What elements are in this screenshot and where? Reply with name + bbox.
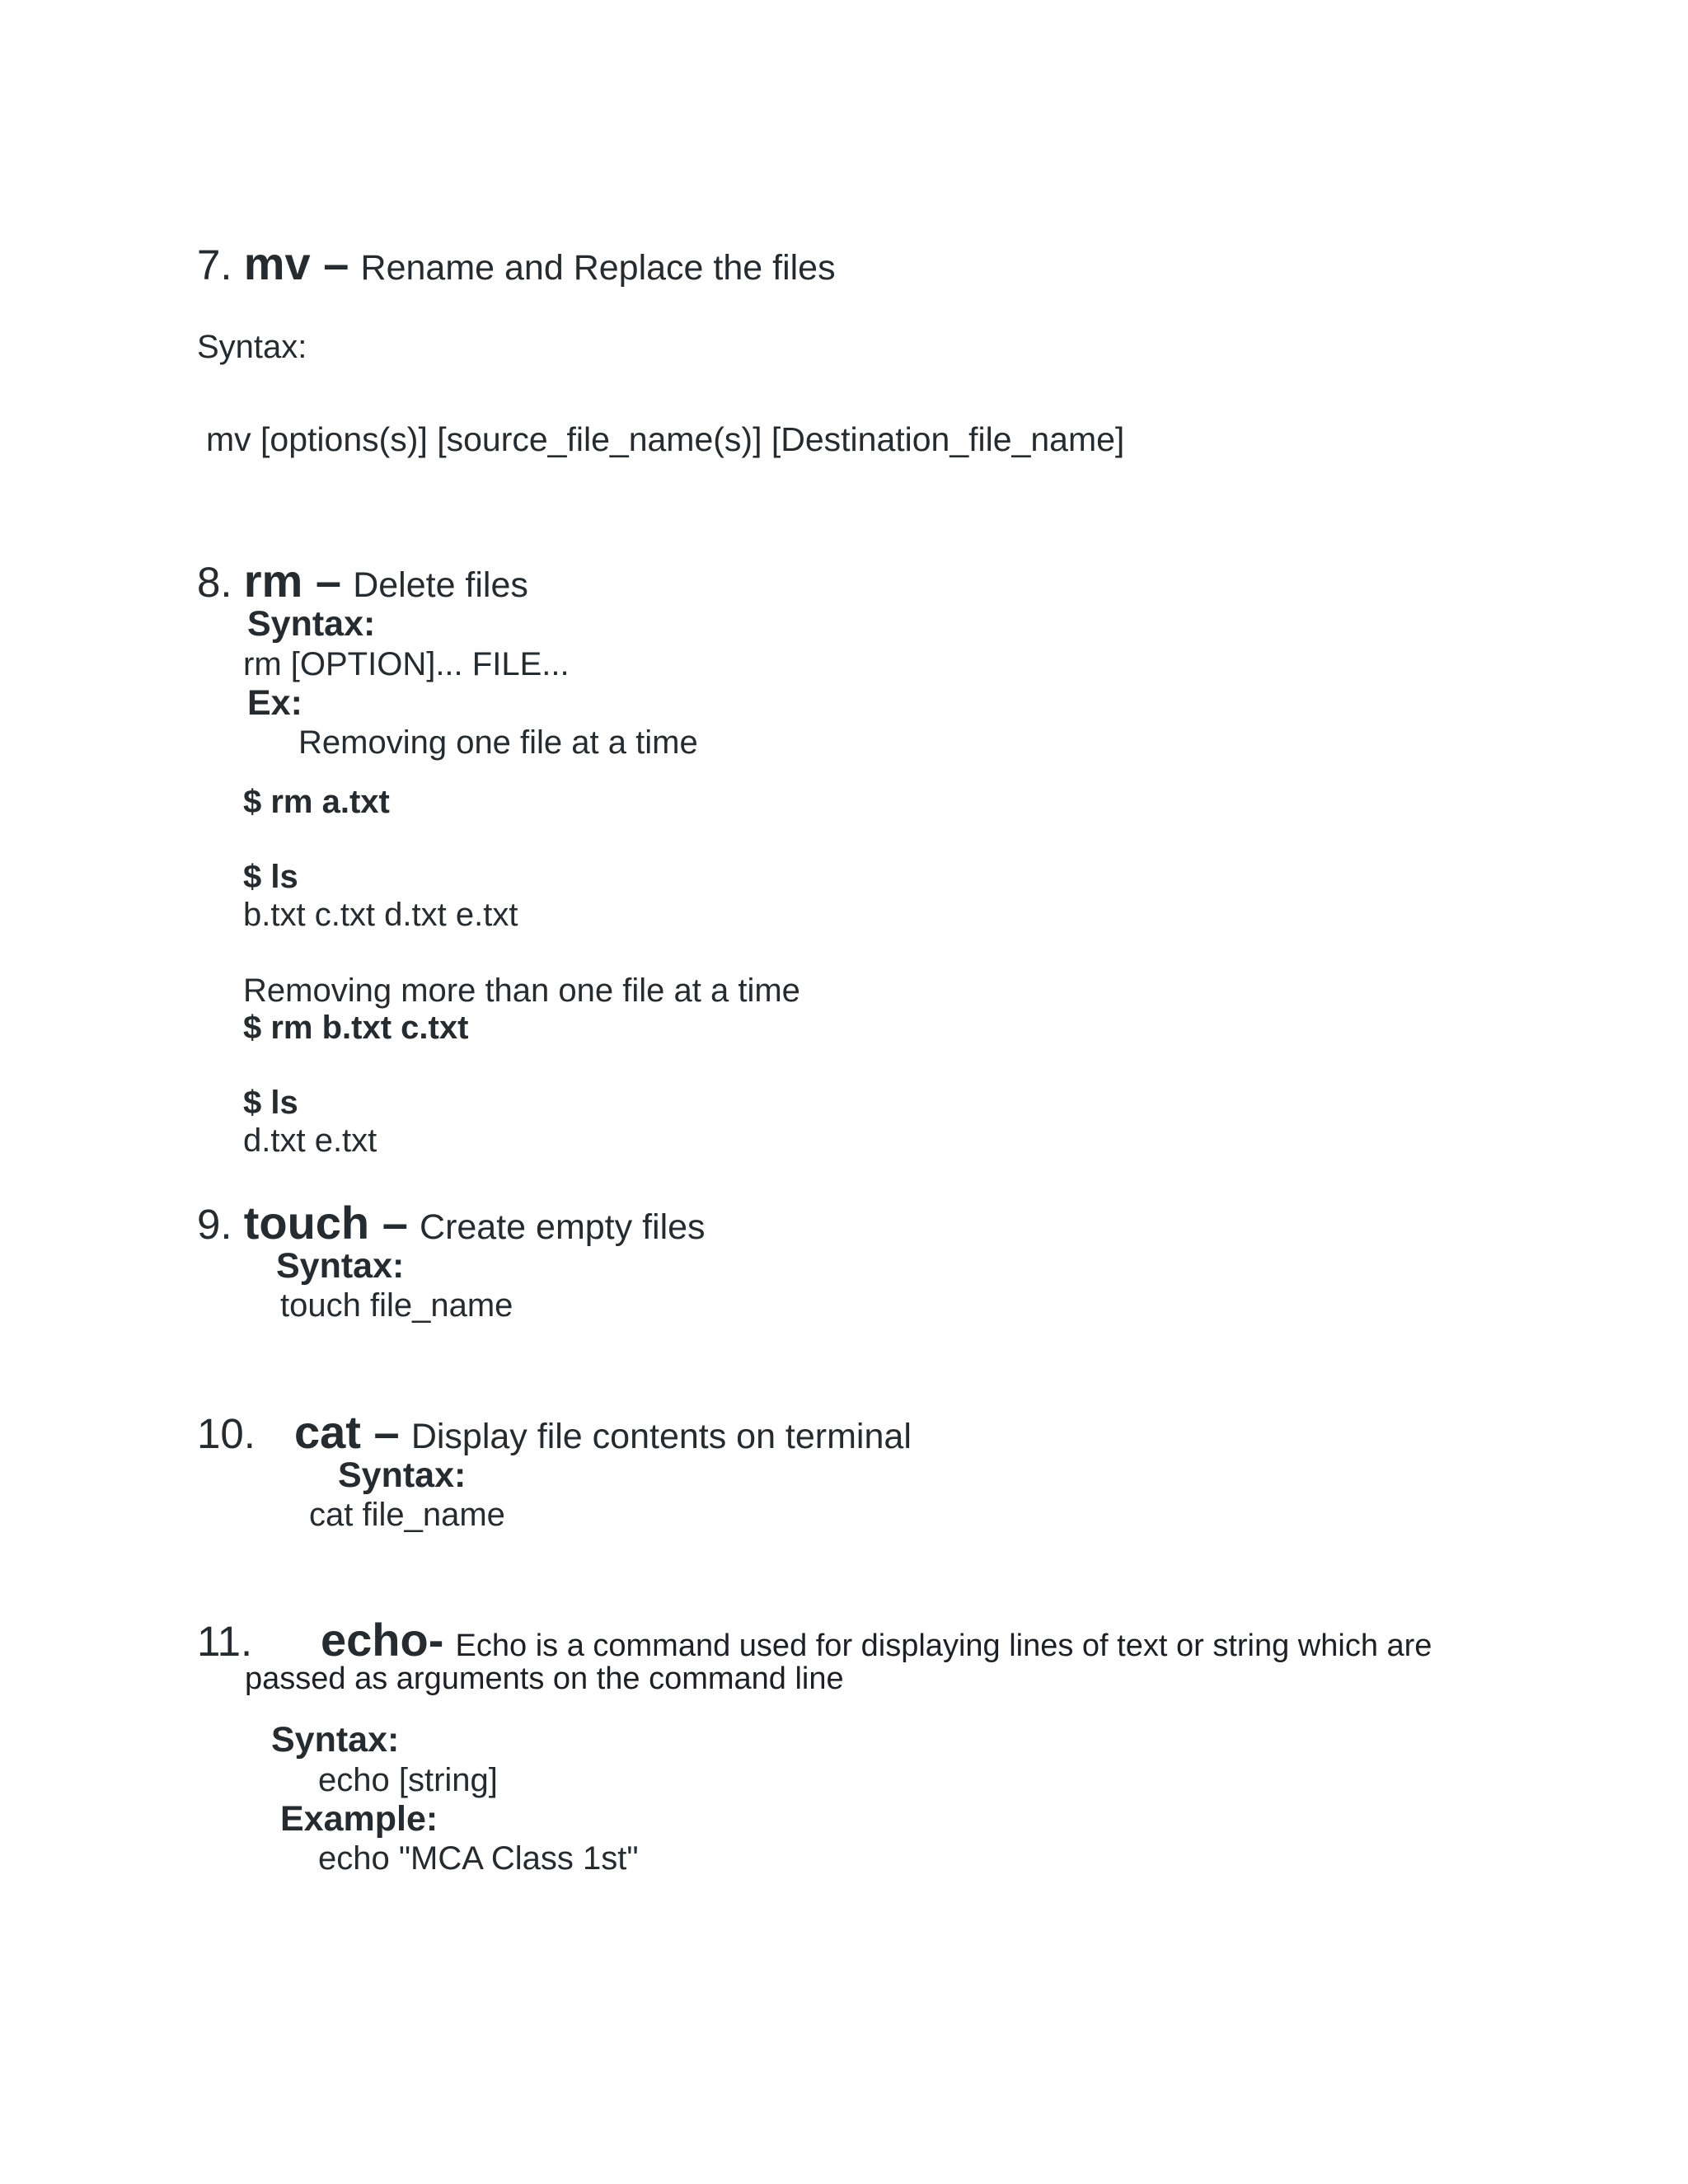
rm-example-label: Ex: <box>247 683 302 723</box>
mv-description: Rename and Replace the files <box>360 248 836 288</box>
rm-example2-cmd: $ rm b.txt c.txt <box>243 1010 469 1046</box>
rm-example1-ls: $ ls <box>243 859 298 895</box>
mv-heading <box>197 237 836 290</box>
cat-description: Display file contents on terminal <box>410 1417 912 1456</box>
touch-command: touch – <box>243 1197 408 1249</box>
rm-heading <box>197 555 528 607</box>
rm-example1-output: b.txt c.txt d.txt e.txt <box>243 897 518 933</box>
touch-number: 9. <box>197 1201 232 1248</box>
rm-description: Delete files <box>353 565 528 605</box>
touch-syntax-label: Syntax: <box>276 1246 405 1286</box>
rm-example2-output: d.txt e.txt <box>243 1122 377 1159</box>
echo-syntax: echo [string] <box>318 1762 498 1798</box>
rm-command: rm – <box>243 555 342 607</box>
mv-syntax: mv [options(s)] [source_file_name(s)] [Destination_file_name] <box>206 420 1125 458</box>
echo-number: 11. <box>197 1618 253 1665</box>
rm-syntax-label: Syntax: <box>247 604 376 644</box>
echo-example-label: Example: <box>280 1799 438 1839</box>
rm-example1-text: Removing one file at a time <box>298 724 698 761</box>
mv-number: 7. <box>197 241 232 288</box>
mv-syntax-label: Syntax: <box>197 329 307 365</box>
touch-description: Create empty files <box>420 1207 706 1247</box>
echo-example: echo "MCA Class 1st" <box>318 1840 639 1877</box>
echo-syntax-label: Syntax: <box>271 1720 400 1760</box>
cat-command: cat – <box>294 1406 400 1458</box>
mv-command: mv – <box>243 237 349 289</box>
cat-syntax-label: Syntax: <box>338 1455 467 1495</box>
touch-heading <box>197 1197 706 1249</box>
echo-command: echo- <box>321 1614 444 1666</box>
rm-example2-text: Removing more than one file at a time <box>243 972 800 1009</box>
rm-syntax: rm [OPTION]... FILE... <box>243 646 570 682</box>
cat-heading <box>197 1406 912 1459</box>
echo-description-line1: Echo is a command used for displaying lines of text or string which are <box>455 1629 1432 1663</box>
cat-syntax: cat file_name <box>309 1497 505 1533</box>
echo-heading <box>197 1614 1432 1666</box>
rm-example1-cmd: $ rm a.txt <box>243 784 390 820</box>
cat-number: 10. <box>197 1410 256 1457</box>
rm-example2-ls: $ ls <box>243 1085 298 1121</box>
touch-syntax: touch file_name <box>280 1287 513 1324</box>
echo-description-line2: passed as arguments on the command line <box>245 1661 844 1696</box>
rm-number: 8. <box>197 559 232 606</box>
